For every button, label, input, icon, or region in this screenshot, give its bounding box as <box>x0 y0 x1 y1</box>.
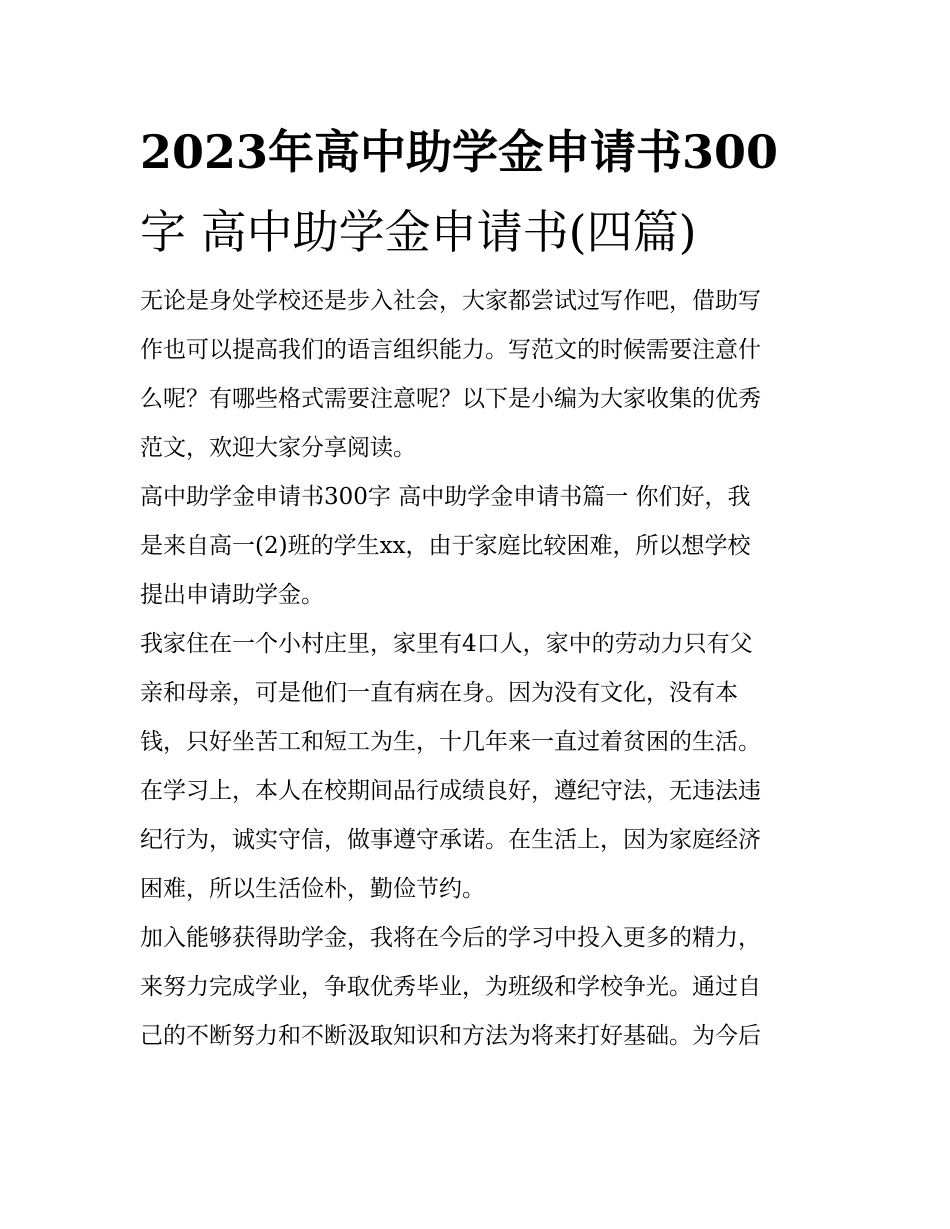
title-line-1: 2023年高中助学金申请书300 <box>140 125 779 179</box>
paragraph-line: 我家住在一个小村庄里，家里有4口人，家中的劳动力只有父 <box>140 631 753 657</box>
paragraph-line: 在学习上，本人在校期间品行成绩良好，遵纪守法，无违法违 <box>140 778 761 804</box>
paragraph-line: 无论是身处学校还是步入社会，大家都尝试过写作吧，借助写 <box>140 288 761 314</box>
title-line-2: 字 高中助学金申请书(四篇) <box>140 205 697 259</box>
paragraph-line: 加入能够获得助学金，我将在今后的学习中投入更多的精力， <box>140 925 761 951</box>
paragraph-study <box>140 767 820 914</box>
paragraph-line: 作也可以提高我们的语言组织能力。写范文的时候需要注意什 <box>140 337 761 363</box>
paragraph-commitment <box>140 914 820 1061</box>
paragraph-line: 高中助学金申请书300字 高中助学金申请书篇一 你们好，我 <box>140 484 751 510</box>
paragraph-family <box>140 620 820 767</box>
paragraph-line: 么呢？有哪些格式需要注意呢？以下是小编为大家收集的优秀 <box>140 386 761 412</box>
paragraph-intro <box>140 277 820 473</box>
document-title <box>140 112 820 272</box>
paragraph-line: 范文，欢迎大家分享阅读。 <box>140 435 416 461</box>
paragraph-line: 钱，只好坐苦工和短工为生，十几年来一直过着贫困的生活。 <box>140 729 761 755</box>
document-body <box>140 277 820 1061</box>
paragraph-line: 提出申请助学金。 <box>140 582 324 608</box>
paragraph-line: 来努力完成学业，争取优秀毕业，为班级和学校争光。通过自 <box>140 974 761 1000</box>
paragraph-line: 困难，所以生活俭朴，勤俭节约。 <box>140 876 485 902</box>
paragraph-line: 是来自高一(2)班的学生xx，由于家庭比较困难，所以想学校 <box>140 533 751 559</box>
paragraph-line: 己的不断努力和不断汲取知识和方法为将来打好基础。为今后 <box>140 1023 761 1049</box>
paragraph-line: 纪行为，诚实守信，做事遵守承诺。在生活上，因为家庭经济 <box>140 827 761 853</box>
paragraph-line: 亲和母亲，可是他们一直有病在身。因为没有文化，没有本 <box>140 680 738 706</box>
paragraph-greeting <box>140 473 820 620</box>
